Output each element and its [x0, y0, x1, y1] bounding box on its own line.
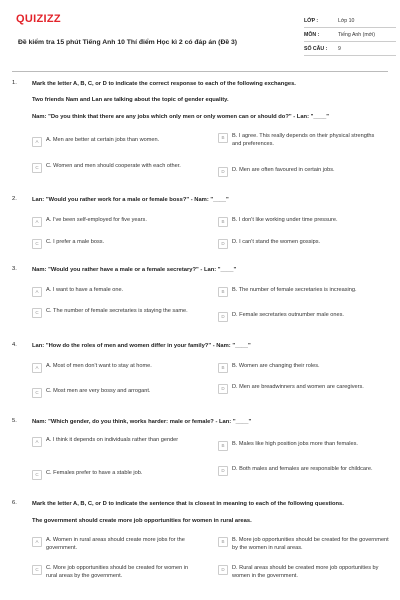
option-text: B. I agree. This really depends on their physical strengths and preferences.: [232, 133, 375, 147]
option-letter-box: C: [32, 470, 42, 480]
option-letter-box: D: [218, 466, 228, 476]
meta-row: [304, 28, 396, 42]
option-d[interactable]: [218, 312, 377, 322]
meta-key: LỚP :: [304, 17, 319, 24]
option-text: B. Males like high position jobs more than females.: [232, 441, 358, 447]
option-c[interactable]: [32, 308, 191, 318]
question-number: 1.: [12, 80, 17, 86]
option-letter-box: C: [32, 239, 42, 249]
option-text: B. The number of female secretaries is increasing.: [232, 287, 357, 293]
question-prompt: Nam: "Which gender, do you think, works harder: male or female? - Lan: "____": [32, 419, 252, 425]
option-c[interactable]: [32, 239, 191, 249]
option-letter-box: A: [32, 437, 42, 447]
option-letter-box: C: [32, 565, 42, 575]
option-letter-box: A: [32, 363, 42, 373]
option-letter-box: A: [32, 287, 42, 297]
option-text: D. Female secretaries outnumber male ones.: [232, 312, 344, 318]
option-text: A. I've been self-employed for five years.: [46, 217, 147, 223]
option-b[interactable]: [218, 217, 377, 227]
question-context: Two friends Nam and Lan are talking about the topic of gender equality.: [32, 97, 229, 103]
question-prompt: The government should create more job opportunities for women in rural areas.: [32, 518, 252, 524]
meta-row: [304, 42, 396, 56]
option-letter-box: D: [218, 312, 228, 322]
option-c[interactable]: [32, 470, 191, 480]
option-letter-box: B: [218, 287, 228, 297]
option-text: D. Rural areas should be created more job opportunities by women in the government.: [232, 565, 379, 579]
option-letter-box: B: [218, 537, 228, 547]
question-number: 3.: [12, 266, 17, 272]
option-text: A. I think it depends on individuals rather than gender: [46, 437, 179, 443]
option-text: D. Both males and females are responsible for childcare.: [232, 466, 373, 472]
option-text: A. Men are better at certain jobs than women.: [46, 137, 160, 143]
option-d[interactable]: [218, 384, 377, 394]
brand-logo: QUIZIZZ: [16, 13, 61, 25]
option-text: C. The number of female secretaries is staying the same.: [46, 308, 188, 314]
option-letter-box: D: [218, 167, 228, 177]
option-a[interactable]: [32, 437, 191, 447]
option-b[interactable]: [218, 363, 377, 373]
meta-table: [304, 14, 396, 56]
option-letter-box: D: [218, 565, 228, 575]
question-number: 6.: [12, 500, 17, 506]
option-text: A. I want to have a female one.: [46, 287, 124, 293]
option-d[interactable]: [218, 167, 377, 177]
option-letter-box: B: [218, 133, 228, 143]
option-letter-box: A: [32, 137, 42, 147]
option-a[interactable]: [32, 217, 191, 227]
option-letter-box: D: [218, 384, 228, 394]
option-c[interactable]: [32, 565, 191, 580]
option-c[interactable]: [32, 388, 191, 398]
option-text: B. More job opportunities should be created for the government by the women in rural areas.: [232, 537, 389, 551]
option-letter-box: B: [218, 441, 228, 451]
meta-key: MÔN :: [304, 31, 320, 38]
option-letter-box: C: [32, 308, 42, 318]
option-text: C. More job opportunities should be created for women in rural areas by the government.: [46, 565, 189, 579]
option-letter-box: A: [32, 217, 42, 227]
header-divider: [12, 71, 388, 72]
option-text: C. Most men are very bossy and arrogant.: [46, 388, 151, 394]
question-prompt: Lan: "How do the roles of men and women differ in your family?" - Nam: "____": [32, 343, 251, 349]
document-title: Đề kiểm tra 15 phút Tiếng Anh 10 Thí điểm Học kì 2 có đáp án (Đề 3): [18, 39, 238, 46]
option-letter-box: B: [218, 217, 228, 227]
question-prompt: Nam: "Do you think that there are any jobs which only men or only women can or should do?" - Lan: "____": [32, 114, 330, 120]
option-a[interactable]: [32, 363, 191, 373]
meta-value: 9: [338, 45, 341, 52]
question-number: 4.: [12, 342, 17, 348]
option-b[interactable]: [218, 441, 400, 451]
option-letter-box: B: [218, 363, 228, 373]
option-letter-box: C: [32, 163, 42, 173]
option-b[interactable]: [218, 537, 392, 552]
option-a[interactable]: [32, 287, 191, 297]
option-text: C. Females prefer to have a stable job.: [46, 470, 143, 476]
option-d[interactable]: [218, 239, 377, 249]
question-number: 5.: [12, 418, 17, 424]
question-instruction: Mark the letter A, B, C, or D to indicate the sentence that is closest in meaning to each of the following questions.: [32, 501, 344, 507]
option-letter-box: A: [32, 537, 42, 547]
option-a[interactable]: [32, 537, 191, 552]
meta-value: Lớp 10: [338, 17, 355, 24]
option-text: A. Most of men don't want to stay at home.: [46, 363, 152, 369]
option-text: B. I don't like working under time pressure.: [232, 217, 338, 223]
option-b[interactable]: [218, 287, 400, 297]
question-prompt: Nam: "Would you rather have a male or a female secretary?" - Lan: "____": [32, 267, 237, 273]
option-text: C. I prefer a male boss.: [46, 239, 105, 245]
option-text: D. I can't stand the women gossips.: [232, 239, 321, 245]
option-b[interactable]: [218, 133, 377, 148]
option-letter-box: D: [218, 239, 228, 249]
option-text: C. Women and men should cooperate with each other.: [46, 163, 181, 169]
meta-key: SỐ CÂU :: [304, 45, 328, 52]
meta-row: [304, 14, 396, 28]
option-text: D. Men are often favoured in certain jobs.: [232, 167, 335, 173]
option-c[interactable]: [32, 163, 191, 173]
meta-value: Tiếng Anh (mới): [338, 31, 375, 38]
option-text: A. Women in rural areas should create more jobs for the government.: [46, 537, 185, 551]
question-prompt: Lan: "Would you rather work for a male or female boss?" - Nam: "____": [32, 197, 229, 203]
question-number: 2.: [12, 196, 17, 202]
option-text: B. Women are changing their roles.: [232, 363, 320, 369]
option-d[interactable]: [218, 565, 392, 580]
option-text: D. Men are breadwinners and women are caregivers.: [232, 384, 364, 390]
question-instruction: Mark the letter A, B, C, or D to indicate the correct response to each of the following exchanges.: [32, 81, 296, 87]
worksheet-header: [10, 8, 388, 66]
option-letter-box: C: [32, 388, 42, 398]
option-a[interactable]: [32, 137, 191, 147]
option-d[interactable]: [218, 466, 377, 476]
